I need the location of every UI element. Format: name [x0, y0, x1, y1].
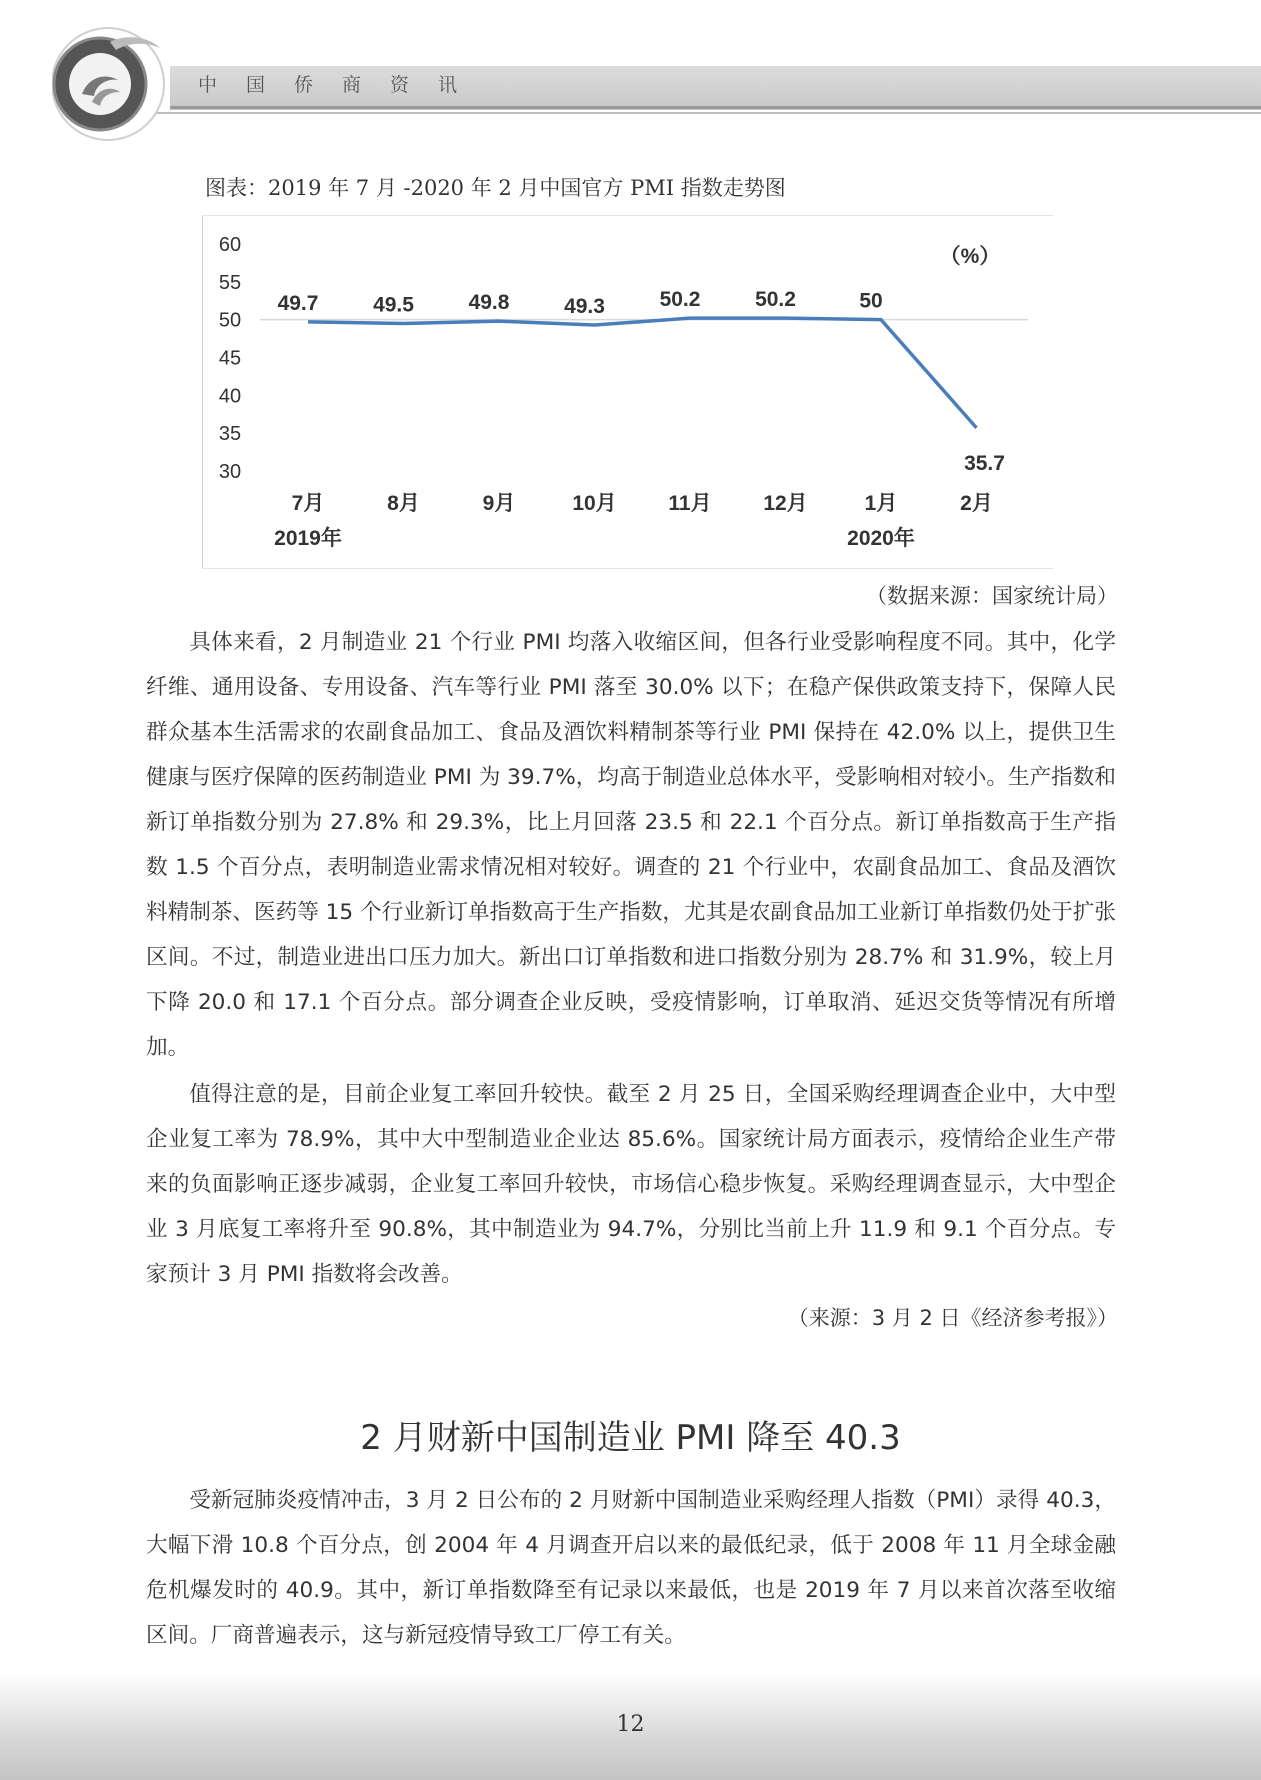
- x-year-label: 2020年: [847, 527, 915, 550]
- chart-caption: 图表：2019 年 7 月 -2020 年 2 月中国官方 PMI 指数走势图: [205, 176, 786, 200]
- body-paragraph-2: 值得注意的是，目前企业复工率回升较快。截至 2 月 25 日，全国采购经理调查企业中，大中型企业复工率为 78.9%，其中大中型制造业企业达 85.6%。国家统计局方面表示，疫情给企业生产带来的负面影响正逐步减弱，企业复工率回升较快，市场信心稳步恢复。采购经理调查显示，大中型企业 3 月底复工率将升至 90.8%，其中制造业为 94.7%，分别比当前上升 11.9 和 9.1 个百分点。专家预计 3 月 PMI 指数将会改善。: [146, 1082, 1116, 1287]
- x-tick-label: 12月: [763, 492, 808, 515]
- section-title: 2 月财新中国制造业 PMI 降至 40.3: [360, 1418, 901, 1458]
- data-label: 35.7: [964, 451, 1005, 475]
- pmi-line-chart: [202, 215, 1052, 567]
- y-tick-label: 30: [218, 461, 242, 483]
- x-tick-label: 2月: [960, 492, 993, 515]
- data-label: 50.2: [659, 288, 701, 312]
- y-tick-label: 40: [218, 385, 242, 408]
- y-tick-label: 60: [218, 234, 242, 256]
- x-year-label: 2019年: [274, 527, 342, 550]
- page-number: 12: [616, 1712, 645, 1737]
- data-label: 50.2: [755, 288, 796, 312]
- data-label: 49.8: [468, 291, 510, 315]
- series-line: [308, 318, 977, 428]
- y-tick-label: 55: [218, 271, 242, 294]
- logo-emblem: [52, 22, 172, 142]
- section-paragraph: 受新冠肺炎疫情冲击，3 月 2 日公布的 2 月财新中国制造业采购经理人指数（PMI）录得 40.3，大幅下滑 10.8 个百分点，创 2004 年 4 月调查开启以来的最低纪录，低于 2008 年 11 月全球金融危机爆发时的 40.9。其中，新订单指数降至有记录以来最低，也是 2019 年 7 月以来首次落至收缩区间。厂商普遍表示，这与新冠疫情导致工厂停工有关。: [146, 1488, 1116, 1648]
- x-tick-label: 8月: [387, 492, 420, 515]
- y-tick-label: 35: [218, 423, 242, 446]
- x-tick-label: 10月: [572, 492, 617, 515]
- data-label: 50: [859, 289, 883, 313]
- publication-title: 中国侨商资讯: [198, 74, 487, 96]
- chart-data-source: （数据来源：国家统计局）: [866, 584, 1118, 608]
- data-label: 49.7: [277, 291, 319, 315]
- x-tick-label: 1月: [864, 492, 898, 515]
- y-tick-label: 50: [218, 309, 242, 332]
- article-source: （来源：3 月 2 日《经济参考报》）: [787, 1306, 1118, 1330]
- header-rule: [150, 112, 1261, 114]
- unit-label: （%）: [939, 245, 1001, 268]
- data-label: 49.3: [564, 294, 605, 318]
- y-tick-label: 45: [218, 347, 242, 370]
- x-tick-label: 11月: [668, 492, 712, 515]
- data-label: 49.5: [373, 293, 414, 317]
- x-tick-label: 9月: [482, 492, 516, 515]
- header-band-rule: [170, 106, 1261, 109]
- body-paragraph-1: 具体来看，2 月制造业 21 个行业 PMI 均落入收缩区间，但各行业受影响程度不同。其中，化学纤维、通用设备、专用设备、汽车等行业 PMI 落至 30.0% 以下；在稳产保供政策支持下，保障人民群众基本生活需求的农副食品加工、食品及酒饮料精制茶等行业 PMI 保持在 42.0% 以上，提供卫生健康与医疗保障的医药制造业 PMI 为 39.7%，均高于制造业总体水平，受影响相对较小。生产指数和新订单指数分别为 27.8% 和 29.3%，比上月回落 23.5 和 22.1 个百分点。新订单指数高于生产指数 1.5 个百分点，表明制造业需求情况相对较好。调查的 21 个行业中，农副食品加工、食品及酒饮料精制茶、医药等 15 个行业新订单指数高于生产指数，尤其是农副食品加工业新订单指数仍处于扩张区间。不过，制造业进出口压力加大。新出口订单指数和进口指数分别为 28.7% 和 31.9%，较上月下降 20.0 和 17.1 个百分点。部分调查企业反映，受疫情影响，订单取消、延迟交货等情况有所增加。: [146, 630, 1116, 1060]
- x-tick-label: 7月: [291, 492, 325, 515]
